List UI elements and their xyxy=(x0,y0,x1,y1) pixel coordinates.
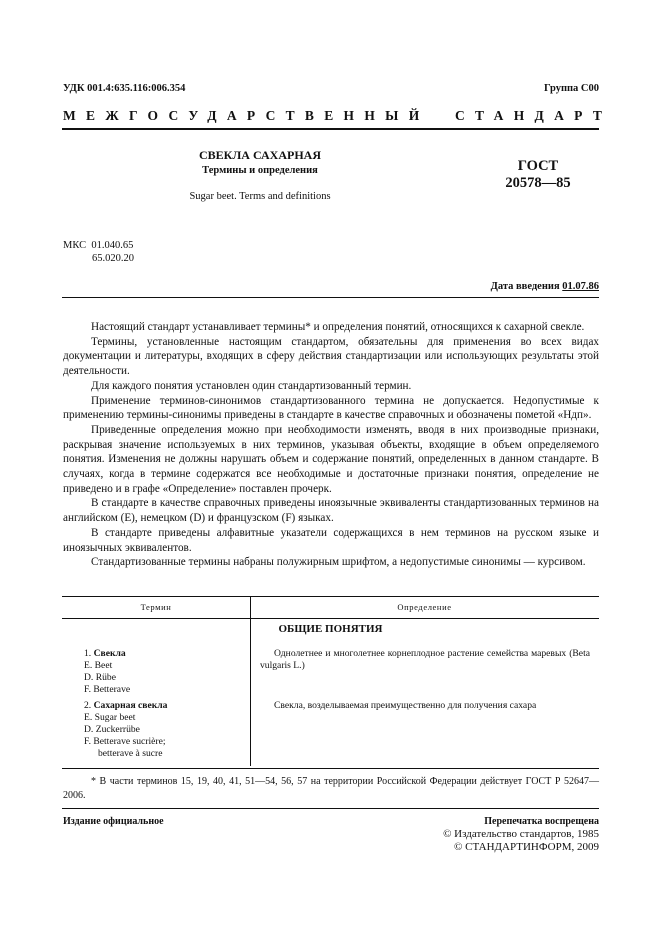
footnote-text: * В части терминов 15, 19, 40, 41, 51—54, 56, 57 на территории Российской Федерации действует ГОСТ Р 52647—2006. xyxy=(63,776,599,801)
term-french: F. Betterave sucrière; xyxy=(84,736,166,747)
group-code: Группа С00 xyxy=(543,83,599,94)
term-number: 2. xyxy=(84,700,92,711)
english-title: Sugar beet. Terms and definitions xyxy=(189,191,331,202)
mks-codes xyxy=(63,239,134,265)
document-subtitle: Термины и определения xyxy=(202,165,318,176)
table-row-1-definition: Однолетнее и многолетнее корнеплодное растение семейства маревых (Beta vulgaris L.) xyxy=(260,648,590,671)
reprint-notice: Перепечатка воспрещена xyxy=(484,816,599,827)
intro-paragraph: В стандарте в качестве справочных приведены иноязычные эквиваленты стандартизованных терминов на английском (E), немецком (D) и французском (F) языках. xyxy=(63,497,599,525)
effective-date xyxy=(491,281,599,292)
intro-paragraph: Настоящий стандарт устанавливает термины* и определения понятий, относящихся к сахарной свекле. xyxy=(91,321,585,333)
introduction-text xyxy=(63,320,599,570)
document-title: СВЕКЛА САХАРНАЯ xyxy=(198,148,322,162)
date-rule xyxy=(62,297,599,298)
gost-label: ГОСТ xyxy=(517,158,559,174)
copyright-1: © Издательство стандартов, 1985 xyxy=(443,828,599,840)
intro-paragraph: Термины, установленные настоящим стандартом, обязательны для применения во всех видах документации и литературы, входящих в сферу действия стандартизации или использующих результаты этой деятельности. xyxy=(63,335,599,378)
mks-code-1: 01.040.65 xyxy=(91,240,134,251)
term-german: D. Zuckerrübe xyxy=(84,724,140,735)
intro-paragraph: Применение терминов-синонимов стандартизованного термина не допускается. Недопустимые к применению термины-синонимы приведены в стандарте в качестве справочных и обозначены пометой «Ндп». xyxy=(63,394,599,422)
gost-designation xyxy=(478,158,598,192)
section-title: ОБЩИЕ ПОНЯТИЯ xyxy=(278,623,383,635)
copyright-2: © СТАНДАРТИНФОРМ, 2009 xyxy=(454,841,599,853)
table-row-1-term xyxy=(84,648,244,696)
intro-paragraph: Приведенные определения можно при необходимости изменять, вводя в них производные признаки, раскрывая значение используемых в них терминов, указывая объекты, входящие в объем определяемого понятия. Изменения не должны нарушать объем и содержание понятий, определенных в данном стандарте. В случаях, когда в термине содержатся все необходимые и достаточные признаки понятия, определение не приведено и в графе «Определение» поставлен прочерк. xyxy=(63,423,599,495)
footnote-rule xyxy=(62,768,599,769)
effective-date-value: 01.07.86 xyxy=(562,281,599,292)
table-row-2-term xyxy=(84,700,244,760)
term-name: Сахарная свекла xyxy=(93,700,168,711)
intro-paragraph: В стандарте приведены алфавитные указатели содержащихся в нем терминов на русском языке и иноязычных эквивалентов. xyxy=(63,526,599,554)
mks-code-2: 65.020.20 xyxy=(92,253,134,264)
footnote xyxy=(63,775,599,802)
intro-paragraph: Стандартизованные термины набраны полужирным шрифтом, а недопустимые синонимы — курсивом. xyxy=(91,556,586,569)
footer-rule xyxy=(62,808,599,809)
header-rule xyxy=(62,128,599,130)
term-english: E. Beet xyxy=(84,660,113,671)
table-header-rule xyxy=(62,618,599,619)
term-german: D. Rübe xyxy=(84,672,116,683)
column-header-term: Термин xyxy=(140,602,172,612)
column-divider xyxy=(250,596,251,766)
column-header-definition: Определение xyxy=(397,602,452,612)
standard-type-left: МЕЖГОСУДАРСТВЕННЫЙ xyxy=(63,108,430,123)
term-french: F. Betterave xyxy=(84,684,131,695)
term-name: Свекла xyxy=(93,648,126,659)
official-edition: Издание официальное xyxy=(63,816,164,827)
udk-code: УДК 001.4:635.116:006.354 xyxy=(63,83,186,94)
standard-type-right: СТАНДАРТ xyxy=(455,108,613,123)
term-french-alt: betterave à sucre xyxy=(98,748,163,759)
table-row-2-definition: Свекла, возделываемая преимущественно для получения сахара xyxy=(274,700,537,711)
intro-paragraph: Для каждого понятия установлен один стандартизованный термин. xyxy=(91,379,412,392)
term-number: 1. xyxy=(84,648,92,659)
gost-number: 20578—85 xyxy=(505,175,571,191)
effective-date-label: Дата введения xyxy=(490,281,560,292)
mks-label: МКС xyxy=(63,240,87,251)
term-english: E. Sugar beet xyxy=(84,712,136,723)
terms-table xyxy=(62,596,599,766)
